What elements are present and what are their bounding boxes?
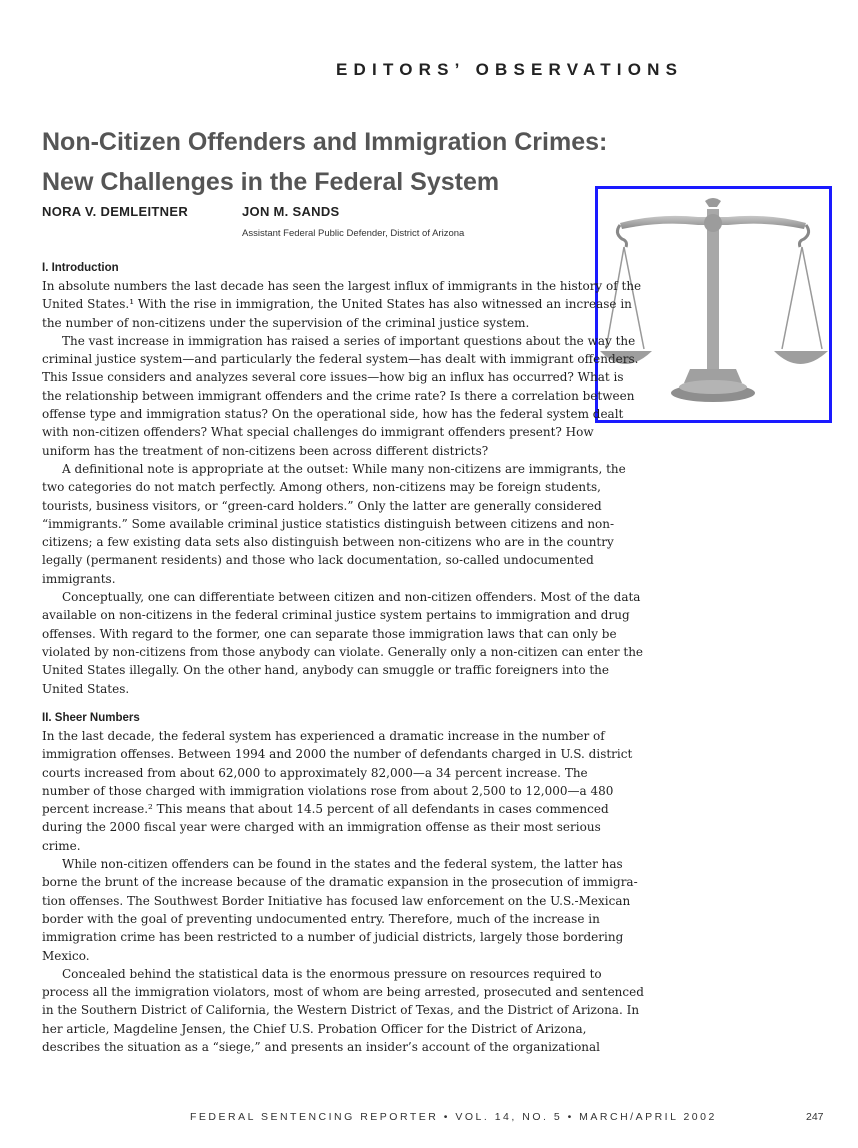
body-line: In absolute numbers the last decade has seen the largest influx of immigrants in the history of the [42,279,642,293]
body-line: number of those charged with immigration violations rose from about 2,500 to 12,000—a 480 [42,783,614,798]
body-line: uniform has the treatment of non-citizens been across different districts? [42,443,489,458]
body-line: available on non-citizens in the federal criminal justice system pertains to immigration and drug [42,608,630,623]
body-line: citizens; a few existing data sets also distinguish between non-citizens who are in the country [42,535,614,550]
body-line: violated by non-citizens from those anybody can violate. Generally only a non-citizen can enter the [42,644,644,659]
body-line: United States. [42,681,130,696]
body-line: This Issue considers and analyzes several core issues—how big an influx has occurred? What is [42,370,624,385]
body-line: crime. [42,838,81,853]
section-body-sheer-numbers [42,727,644,1056]
body-line: criminal justice system—and particularly the federal system—has dealt with immigrant offenders. [42,352,639,367]
body-line: The vast increase in immigration has raised a series of important questions about the way the [62,333,636,348]
body-line: describes the situation as a “siege,” and presents an insider’s account of the organizational [42,1040,601,1055]
body-line: immigrants. [42,571,116,586]
author-name: NORA V. DEMLEITNER [42,204,189,219]
body-line: United States illegally. On the other hand, anybody can smuggle or traffic foreigners into the [42,663,610,678]
section-banner: EDITORS’ OBSERVATIONS [336,60,684,79]
section-heading: II. Sheer Numbers [42,712,140,724]
body-line: two categories do not match perfectly. Among others, non-citizens may be foreign students, [42,480,601,495]
body-line: legally (permanent residents) and those who lack documentation, so-called undocumented [42,553,594,568]
body-line: offense type and immigration status? On the operational side, how has the federal system dealt [42,407,624,422]
author-name: JON M. SANDS [242,204,340,219]
body-line: Mexico. [42,948,90,963]
body-line: with non-citizen offenders? What special challenges do immigrant offenders present? How [42,425,594,440]
body-line: borne the brunt of the increase because of the dramatic expansion in the prosecution of immigra- [42,875,638,890]
body-line: In the last decade, the federal system has experienced a dramatic increase in the number of [42,729,605,743]
body-line: during the 2000 fiscal year were charged with an immigration offense as their most serious [42,820,601,835]
article-title [42,122,607,202]
body-line: courts increased from about 62,000 to approximately 82,000—a 34 percent increase. The [42,765,588,780]
body-line: border with the goal of preventing undocumented entry. Therefore, much of the increase in [42,911,600,926]
section-body-introduction [42,277,643,698]
body-line: tourists, business visitors, or “green-card holders.” Only the latter are generally considered [42,498,602,513]
body-line: tion offenses. The Southwest Border Initiative has focused law enforcement on the U.S.-Mexican [42,893,631,908]
body-line: the relationship between immigrant offenders and the crime rate? Is there a correlation between [42,388,635,403]
running-footer: FEDERAL SENTENCING REPORTER • VOL. 14, NO. 5 • MARCH/APRIL 2002 [190,1111,717,1123]
section-heading: I. Introduction [42,262,119,274]
title-line-1: Non-Citizen Offenders and Immigration Crimes: [42,128,608,156]
body-line: Concealed behind the statistical data is the enormous pressure on resources required to [62,966,602,981]
body-line: offenses. With regard to the former, one can separate those immigration laws that can only be [42,626,617,641]
body-line: A definitional note is appropriate at the outset: While many non-citizens are immigrants, the [62,461,626,476]
body-line: immigration offenses. Between 1994 and 2000 the number of defendants charged in U.S. district [42,747,633,762]
body-line: “immigrants.” Some available criminal justice statistics distinguish between citizens and non- [42,516,615,531]
body-line: in the Southern District of California, the Western District of Texas, and the District of Arizona. In [42,1003,640,1018]
page-number: 247 [806,1111,824,1123]
body-line: Conceptually, one can differentiate between citizen and non-citizen offenders. Most of the data [62,590,641,605]
body-line: the number of non-citizens under the supervision of the criminal justice system. [42,315,530,330]
body-line: process all the immigration violators, most of whom are being arrested, prosecuted and sentenced [42,985,644,1000]
title-line-2: New Challenges in the Federal System [42,168,500,196]
body-line: percent increase.² This means that about 14.5 percent of all defendants in cases commenced [42,802,609,817]
body-line: her article, Magdeline Jensen, the Chief U.S. Probation Officer for the District of Arizona, [42,1021,587,1036]
author-affiliation: Assistant Federal Public Defender, District of Arizona [242,228,465,239]
body-line: immigration crime has been restricted to a number of judicial districts, largely those bordering [42,930,624,945]
body-line: While non-citizen offenders can be found in the states and the federal system, the latter has [62,857,623,872]
body-line: United States.¹ With the rise in immigration, the United States has also witnessed an increase in [42,297,632,312]
